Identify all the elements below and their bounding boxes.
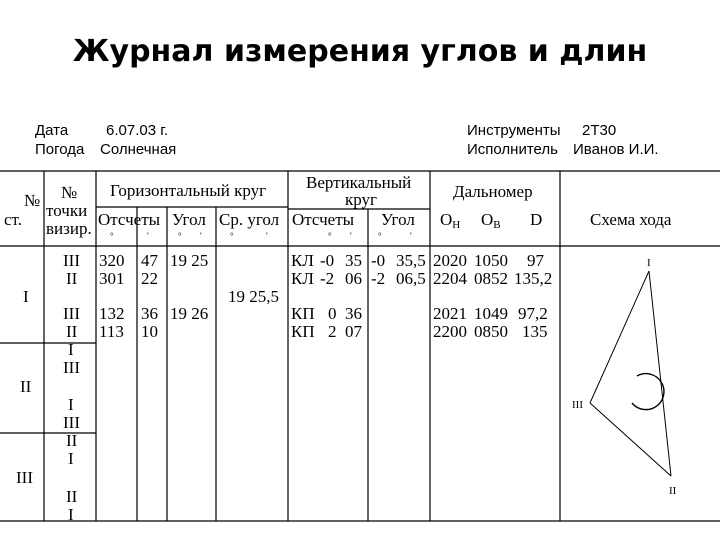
v-angle-header: Угол (381, 210, 415, 229)
performer-value: Иванов И.И. (573, 141, 659, 158)
station-cell: III (16, 468, 33, 487)
traverse-side-i-ii (649, 271, 671, 476)
point-cell: II (66, 487, 78, 506)
point-cell: II (66, 269, 78, 288)
v-circle-position: КП (291, 322, 315, 341)
instruments-value: 2Т30 (582, 122, 617, 139)
horizontal-circle-header: Горизонтальный круг (110, 181, 267, 200)
v-reading-min: 07 (345, 322, 362, 341)
scheme-header: Схема хода (590, 210, 672, 229)
ov-value: 0850 (474, 322, 508, 341)
vertical-circle-header-2: круг (345, 190, 378, 209)
unit-min: ′ (410, 231, 412, 241)
point-cell: II (66, 431, 78, 450)
point-cell: III (63, 304, 80, 323)
v-angle-deg: -0 (371, 251, 386, 270)
v-reading-min: 36 (345, 304, 362, 323)
point-cell: I (68, 340, 74, 359)
point-cell: III (63, 358, 80, 377)
point-cell: III (63, 251, 80, 270)
d-header: D (530, 210, 543, 229)
mean-angle-value: 19 25,5 (228, 287, 279, 306)
point-cell: II (66, 322, 78, 341)
ov-value: 1049 (474, 304, 508, 323)
ov-value: 1050 (474, 251, 508, 270)
on-value: 2204 (433, 269, 467, 288)
unit-min: ′ (266, 231, 268, 241)
h-reading-deg: 113 (99, 322, 124, 341)
on-value: 2200 (433, 322, 467, 341)
date-label: Дата (35, 122, 69, 139)
weather-value: Солнечная (100, 141, 177, 158)
d-value: 135 (522, 322, 548, 341)
scheme-vertex-label: III (572, 399, 583, 411)
on-value: 2021 (433, 304, 467, 323)
unit-deg: ° (178, 231, 182, 241)
point-cell: III (63, 413, 80, 432)
v-reading-deg: -2 (320, 269, 335, 288)
page-title: Журнал измерения углов и длин (72, 34, 648, 69)
unit-min: ′ (147, 231, 149, 241)
v-reading-deg: 2 (328, 322, 337, 341)
angle-arc-icon (632, 374, 664, 410)
unit-deg: ° (230, 231, 234, 241)
h-readings-header: Отсчеты (98, 210, 161, 229)
h-reading-min: 22 (141, 269, 158, 288)
v-angle-min: 35,5 (396, 251, 426, 270)
h-reading-deg: 320 (99, 251, 125, 270)
rangefinder-header: Дальномер (453, 182, 533, 201)
date-value: 6.07.03 г. (106, 122, 169, 139)
h-reading-min: 47 (141, 251, 158, 270)
h-reading-deg: 132 (99, 304, 125, 323)
instruments-label: Инструменты (467, 122, 561, 139)
on-header: $О_Н$ (440, 210, 461, 231)
v-reading-deg: -0 (320, 251, 335, 270)
scheme-vertex-label: I (647, 257, 651, 269)
d-value: 97 (527, 251, 544, 270)
v-reading-min: 06 (345, 269, 362, 288)
mean-angle-header: Ср. угол (219, 210, 280, 229)
scheme-vertex-label: II (669, 485, 677, 497)
unit-deg: ° (328, 231, 332, 241)
performer-label: Исполнитель (467, 141, 558, 158)
ov-value: 0852 (474, 269, 508, 288)
traverse-scheme-diagram (560, 246, 720, 521)
h-angle: 19 26 (170, 304, 209, 323)
station-header-no: № (24, 191, 41, 210)
point-cell: I (68, 449, 74, 468)
v-circle-position: КЛ (291, 251, 314, 270)
traverse-side-iii-ii (590, 403, 671, 476)
ov-header: $О_В$ (481, 210, 501, 231)
v-circle-position: КЛ (291, 269, 314, 288)
v-reading-deg: 0 (328, 304, 337, 323)
v-angle-deg: -2 (371, 269, 386, 288)
point-header-sight: визир. (46, 219, 92, 238)
station-cell: I (23, 287, 29, 306)
traverse-side-i-iii (590, 271, 649, 403)
unit-deg: ° (378, 231, 382, 241)
v-angle-min: 06,5 (396, 269, 426, 288)
weather-label: Погода (35, 141, 85, 158)
unit-deg: ° (110, 231, 114, 241)
station-cell: II (20, 377, 32, 396)
vertical-circle-header-1: Вертикальный (306, 173, 412, 192)
station-header-st: ст. (4, 210, 22, 229)
on-value: 2020 (433, 251, 467, 270)
point-cell: I (68, 395, 74, 414)
h-angle: 19 25 (170, 251, 209, 270)
h-reading-deg: 301 (99, 269, 125, 288)
h-angle-header: Угол (172, 210, 206, 229)
v-reading-min: 35 (345, 251, 362, 270)
point-header-point: точки (46, 201, 88, 220)
h-reading-min: 36 (141, 304, 158, 323)
h-reading-min: 10 (141, 322, 158, 341)
d-value: 97,2 (518, 304, 548, 323)
v-readings-header: Отсчеты (292, 210, 355, 229)
v-circle-position: КП (291, 304, 315, 323)
unit-min: ′ (350, 231, 352, 241)
d-value: 135,2 (514, 269, 553, 288)
unit-min: ′ (200, 231, 202, 241)
point-cell: I (68, 505, 74, 524)
point-header-no: № (61, 183, 78, 202)
